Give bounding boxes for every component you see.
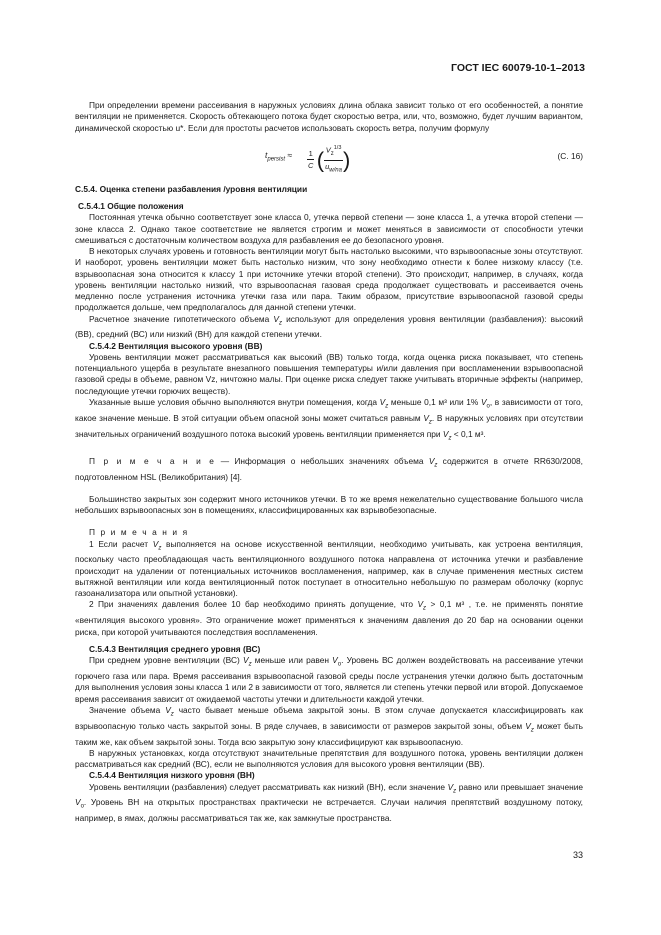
paragraph-1: Постоянная утечка обычно соответствует зоне класса 0, утечка первой степени — зоне класса 1, а утечка второй степени — зоне класса 2. Однако такое соответствие не является строгим и может меняться в зависимости от способности утечки смешиваться с достаточным количеством воздуха для разбавления ее до безопасного уровня.	[75, 212, 583, 245]
paragraph-8: Значение объема $V_z$ часто бывает меньше объема закрытой зоны. В этом случае допускается классифицировать как взрывоопасную только часть закрытой зоны. В ряде случаев, в зависимости от размеров закрытой зоны, объем $V_z$ может быть таким же, как объем закрытой зоны. Тогда всю закрытую зону классифицируют как взрывоопасную.	[75, 704, 584, 747]
fraction-2: $\frac{V_z^{1/3}}{u_{w/na}}$	[325, 144, 342, 174]
document-header: ГОСТ IEC 60079-10-1–2013	[451, 62, 585, 74]
paragraph-4: Уровень вентиляции может рассматриваться как высокий (ВВ) только тогда, когда оценка риска показывает, что степень потенциального ущерба в результате внезапного повышения температуры и/или давления при воспламенении взрывоопасной газовой среды в объеме, равном Vz, ничтожно малы. При оценке риска следует также учитывать вторичные эффекты (например, последующие утечки горючих веществ).	[75, 351, 583, 396]
formula-c16	[75, 138, 583, 178]
note-item-2: 2 При значениях давления более 10 бар необходимо принять допущение, что $V_z > 0,1$ м³ , т.е. не применять понятие «вентиляция высокого уровня». Это ограничение может применяться к значениям давления до 20 бар на основании оценки риска, при которой учитываются последствия воспламенения.	[75, 599, 583, 637]
section-heading-c541: С.5.4.1 Общие положения	[78, 201, 184, 211]
page-content	[75, 100, 583, 825]
note-1: П р и м е ч а н и е — Информация о небольших значениях объема $V_z$ содержится в отчете RR630/2008, подготовленном HSL (Великобритания) [4].	[75, 455, 584, 482]
page-number: 33	[572, 850, 583, 860]
paragraph-5: Указанные выше условия обычно выполняются внутри помещения, когда $V_z$ меньше 0,1 м³ или 1% $V_o$, в зависимости от того, какое значение меньше. В этой ситуации объем опасной зоны может считаться равным $V_z$. В наружных условиях при отсутствии значительных ограничений воздушного потока высокий уровень вентиляции применяется при $V_z < 0,1$ м³.	[75, 396, 583, 442]
section-heading-c54: С.5.4. Оценка степени разбавления /уровня вентиляции	[75, 183, 308, 194]
intro-paragraph: При определении времени рассеивания в наружных условиях длина облака зависит только от его особенностей, а понятие вентиляции не применяется. Скорость обтекающего потока будет скоростью ветра, или, что, возможно, будет лучшим вариантом, динамической скоростью u*. Если для простоты расчетов использовать скорость ветра, получим формулу	[75, 100, 583, 133]
fraction-1: $\frac{1}{C}$	[308, 149, 314, 171]
section-heading-c542: С.5.4.2 Вентиляция высокого уровня (ВВ)	[89, 340, 263, 351]
section-heading-c543: С.5.4.3 Вентиляция среднего уровня (ВС)	[89, 643, 261, 654]
formula-body: $\frac{1}{C}$ ( $\frac{V_z^{1/3}}{u_{w/na}}$ )	[307, 143, 350, 177]
formula-lhs: $t_{persist}$ ≈	[265, 149, 293, 163]
section-heading-c544: С.5.4.4 Вентиляция низкого уровня (ВН)	[89, 770, 255, 781]
paragraph-9: В наружных установках, когда отсутствуют значительные препятствия для воздушного потока, уровень вентиляции должен рассматриваться как средний (ВС), если не выполняются условия для высокого уровня вентиляции (ВВ).	[75, 747, 583, 770]
note-item-1: 1 Если расчет $V_z$ выполняется на основе искусственной вентиляции, необходимо учитывать, как устроена вентиляция, поскольку часто преобладающая часть вентиляционного воздушного потока направлена от источника утечки и разбавление происходит на удалении от потенциальных источников воспламенения, например, как в случае применения местных систем вытяжной вентиляции или когда вентиляционный поток поступает в относительно небольшую по размерам оболочку (корпус газоанализатора или опытной установки).	[75, 538, 583, 599]
paragraph-3: Расчетное значение гипотетического объема $V_z$ используют для определения уровня вентиляции (разбавления): высокий (ВВ), средний (ВС) или низкий (ВН) для каждой степени утечки.	[75, 313, 583, 340]
formula-number: (C. 16)	[557, 150, 583, 161]
paragraph-6: Большинство закрытых зон содержит много источников утечки. В то же время нежелательно существование большого числа небольших взрывоопасных зон в помещениях, классифицированных как взрывобезопасные.	[75, 493, 583, 516]
paragraph-10: Уровень вентиляции (разбавления) следует рассматривать как низкий (ВН), если значение $V_z$ равно или превышает значение $V_o$. Уровень ВН на открытых пространствах практически не встречается. Случаи наличия препятствий воздушному потоку, например, в ямах, должны рассматриваться так же, как замкнутые пространства.	[75, 781, 583, 824]
paragraph-7: При среднем уровне вентиляции (ВС) $V_z$ меньше или равен $V_o$. Уровень ВС должен воздействовать на рассеивание утечки горючего газа или пара. Время рассеивания взрывоопасной газовой среды после устранения утечки должно быть достаточным для выполнения условия зоны класса 1 или 2 в зависимости от того, является ли степень утечки первой или второй. Допускаемое время рассеивания зависит от ожидаемой частоты утечки и длительности каждой утечки.	[75, 655, 584, 704]
paragraph-2: В некоторых случаях уровень и готовность вентиляции могут быть настолько высокими, что взрывоопасные зоны отсутствуют. И наоборот, уровень вентиляции может быть настолько низким, что зону необходимо отнести к более низкому классу (т.е. взрывоопасная зона относится к классу 1 при источнике утечки второй степени). Это происходит, например, в случаях, когда уровень вентиляции настолько низкий, что взрывоопасная газовая среда продолжает существовать и рассеивается очень медленно после устранения источника утечки газа или пара. Таким образом, присутствие взрывоопасной газовой среды продолжается дольше, чем предполагалось для данной степени утечки.	[75, 246, 583, 313]
notes-label: П р и м е ч а н и я	[89, 527, 189, 538]
